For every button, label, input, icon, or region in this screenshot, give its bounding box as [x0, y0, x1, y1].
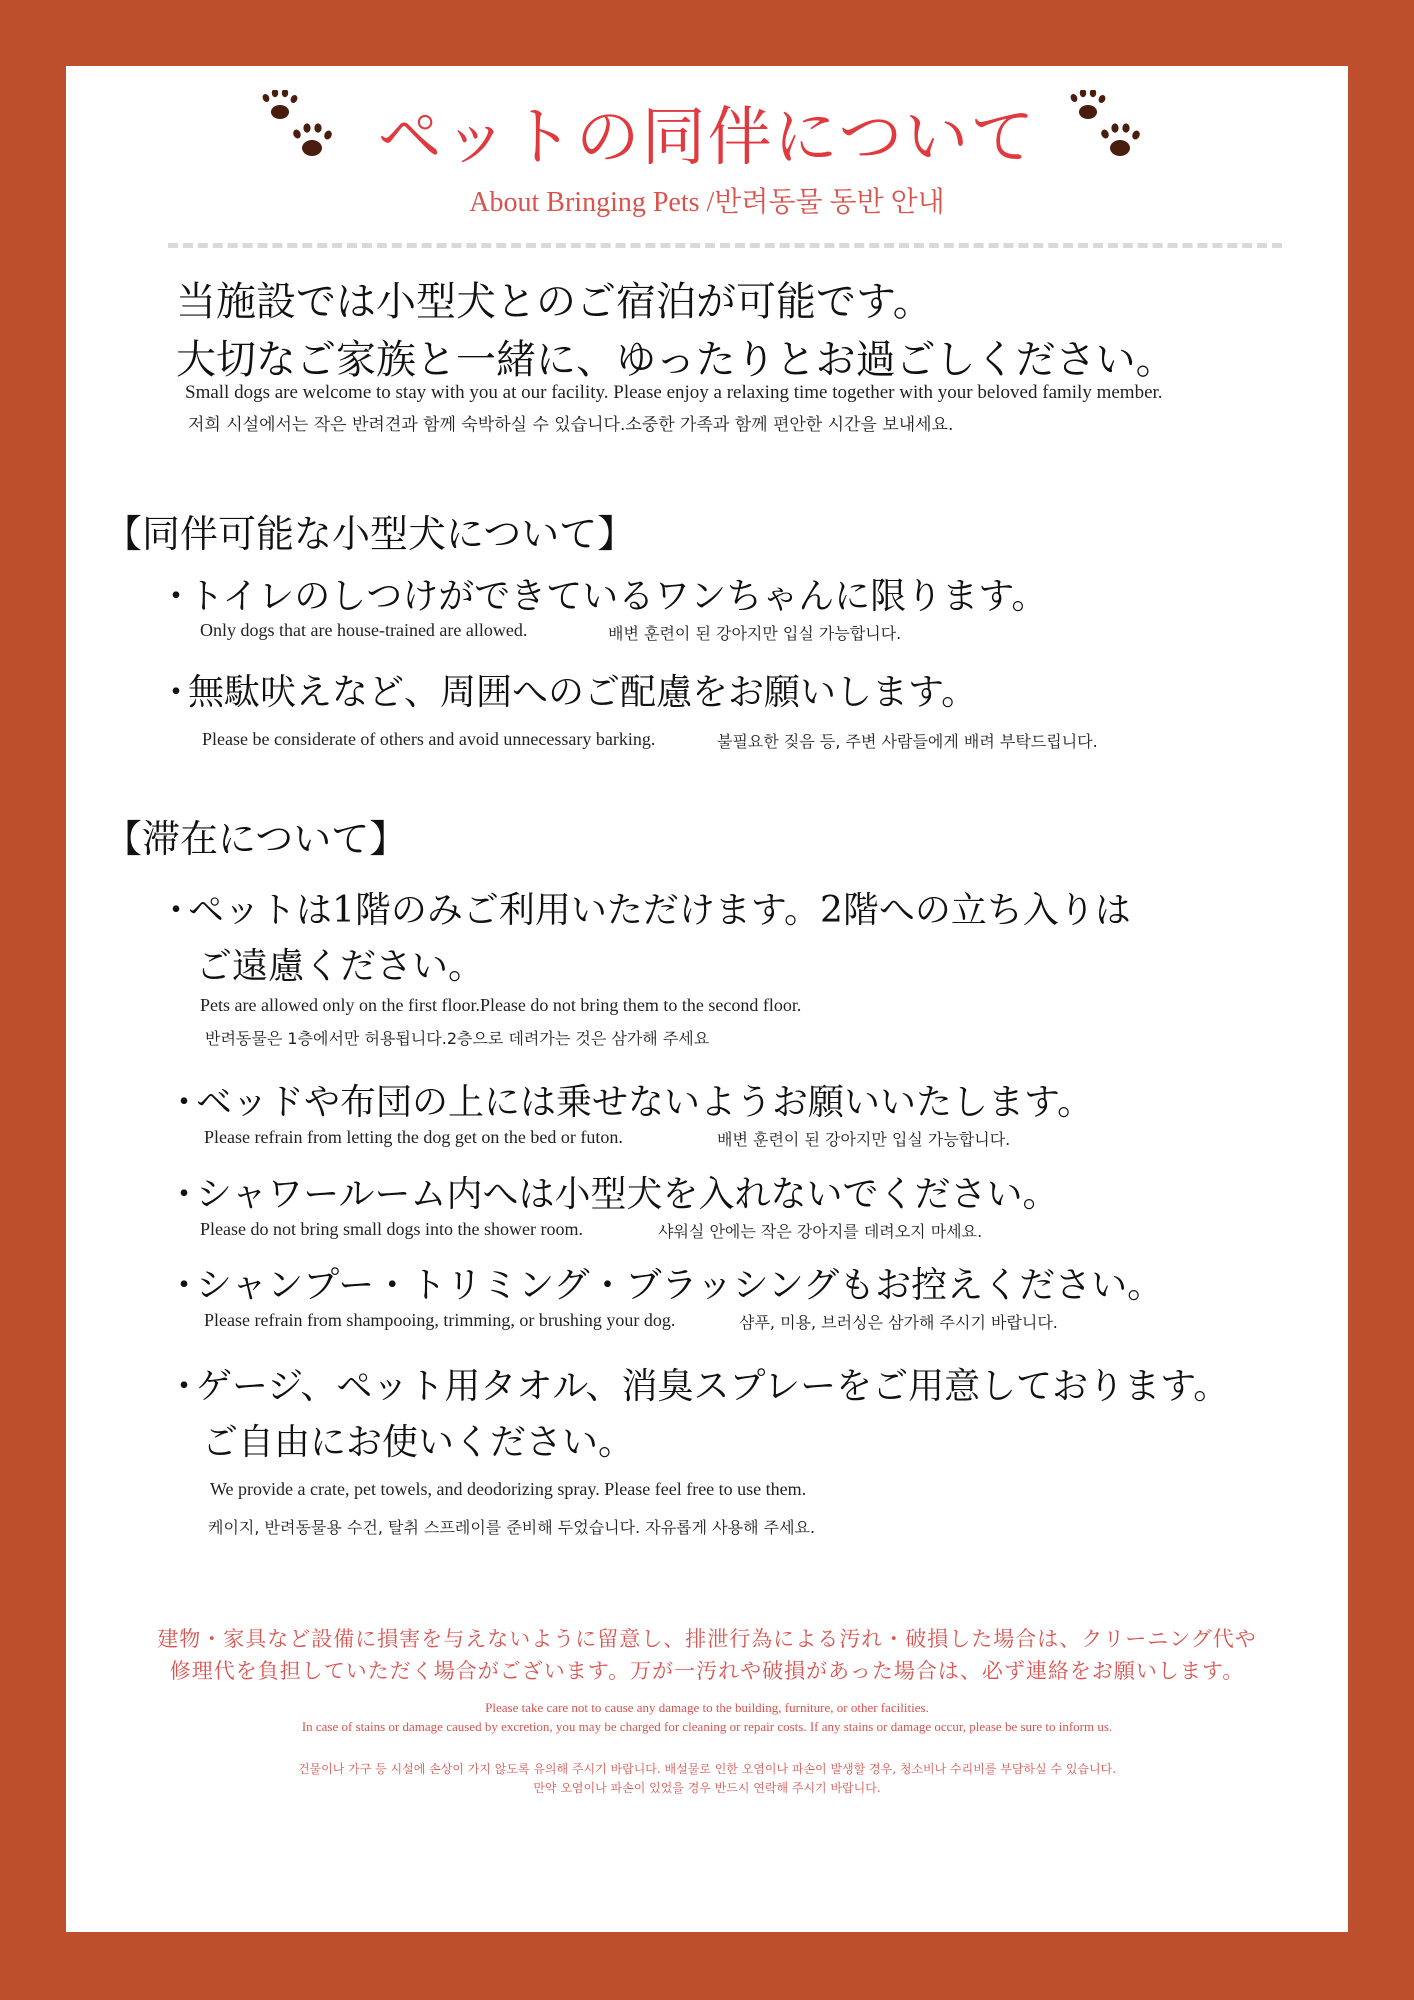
- list-item-jp: ・シャンプー・トリミング・ブラッシングもお控えください。: [166, 1257, 1163, 1308]
- list-item-en: Please refrain from letting the dog get on the bed or futon.: [204, 1127, 623, 1147]
- bullet-icon: ・: [166, 1366, 203, 1407]
- list-item-jp: ・ベッドや布団の上には乗せないようお願いいたします。: [166, 1074, 1093, 1125]
- list-item-en: We provide a crate, pet towels, and deodorizing spray. Please feel free to use them.: [210, 1479, 807, 1499]
- list-item-en: Please refrain from shampooing, trimming, or brushing your dog.: [204, 1310, 676, 1330]
- page-subtitle: About Bringing Pets /반려동물 동반 안내: [469, 187, 945, 218]
- bullet-icon: ・: [158, 576, 195, 617]
- intro-jp-line2: 大切なご家族と一緒に、ゆったりとお過ごしください。: [176, 337, 1176, 383]
- list-item-ko: 샴푸, 미용, 브러싱은 삼가해 주시기 바랍니다.: [739, 1313, 1058, 1332]
- section-heading-stay: 【滞在について】: [104, 817, 408, 861]
- section-heading-small-dogs: 【同伴可能な小型犬について】: [104, 512, 636, 556]
- list-item-jp: ・ペットは1階のみご利用いただけます。2階への立ち入りは: [158, 882, 1131, 933]
- list-item-en: Please be considerate of others and avoid unnecessary barking.: [202, 729, 656, 749]
- list-item-en: Pets are allowed only on the first floor.Please do not bring them to the second floor.: [200, 995, 802, 1015]
- list-item-jp: ・ゲージ、ペット用タオル、消臭スプレーをご用意しております。: [166, 1358, 1229, 1409]
- bullet-icon: ・: [166, 1174, 203, 1215]
- list-item-jp: ・トイレのしつけができているワンちゃんに限ります。: [158, 568, 1047, 619]
- list-item-jp-continued: ご遠慮ください。: [196, 946, 485, 987]
- list-item-ko: 배변 훈련이 된 강아지만 입실 가능합니다.: [717, 1130, 1011, 1149]
- intro-en: Small dogs are welcome to stay with you at our facility. Please enjoy a relaxing time together with your beloved family member.: [185, 382, 1163, 403]
- damage-notice-ko-line2: 만약 오염이나 파손이 있었을 경우 반드시 연락해 주시기 바랍니다.: [533, 1781, 881, 1795]
- list-item-en: Only dogs that are house-trained are allowed.: [200, 620, 528, 640]
- bullet-icon: ・: [158, 672, 195, 713]
- intro-jp-line1: 当施設では小型犬とのご宿泊が可能です。: [176, 279, 933, 325]
- bullet-icon: ・: [166, 1265, 203, 1306]
- intro-ko: 저희 시설에서는 작은 반려견과 함께 숙박하실 수 있습니다.소중한 가족과 함께 편안한 시간을 보내세요.: [188, 415, 954, 435]
- list-item-ko: 반려동물은 1층에서만 허용됩니다.2층으로 데려가는 것은 삼가해 주세요: [205, 1029, 710, 1048]
- list-item-ko: 샤워실 안에는 작은 강아지를 데려오지 마세요.: [658, 1222, 983, 1241]
- list-item-jp-continued: ご自由にお使いください。: [202, 1422, 635, 1463]
- list-item-jp: ・無駄吠えなど、周囲へのご配慮をお願いします。: [158, 664, 977, 715]
- list-item-en: Please do not bring small dogs into the shower room.: [200, 1219, 583, 1239]
- list-item-ko: 케이지, 반려동물용 수건, 탈취 스프레이를 준비해 두었습니다. 자유롭게 사용해 주세요.: [208, 1518, 816, 1537]
- list-item-ko: 불필요한 짖음 등, 주변 사람들에게 배려 부탁드립니다.: [717, 732, 1098, 751]
- dashed-divider: [168, 243, 1282, 248]
- list-item-jp: ・シャワールーム内へは小型犬を入れないでください。: [166, 1166, 1059, 1217]
- list-item-ko: 배변 훈련이 된 강아지만 입실 가능합니다.: [608, 624, 902, 643]
- page-title: ペットの同伴について: [377, 101, 1037, 175]
- damage-notice-ko-line1: 건물이나 가구 등 시설에 손상이 가지 않도록 유의해 주시기 바랍니다. 배설물로 인한 오염이나 파손이 발생할 경우, 청소비나 수리비를 부담하실 수 있습니다.: [297, 1762, 1117, 1776]
- bullet-icon: ・: [158, 890, 195, 931]
- bullet-icon: ・: [166, 1082, 203, 1123]
- damage-notice-en-line1: Please take care not to cause any damage to the building, furniture, or other facilities.: [485, 1700, 929, 1715]
- damage-notice-jp-line2: 修理代を負担していただく場合がございます。万が一汚れや破損があった場合は、必ず連絡をお願いします。: [169, 1659, 1245, 1683]
- damage-notice-jp-line1: 建物・家具など設備に損害を与えないように留意し、排泄行為による汚れ・破損した場合は、クリーニング代や: [157, 1627, 1257, 1651]
- damage-notice-en-line2: In case of stains or damage caused by excretion, you may be charged for cleaning or repair costs. If any stains or damage occur, please be sure to inform us.: [301, 1719, 1113, 1734]
